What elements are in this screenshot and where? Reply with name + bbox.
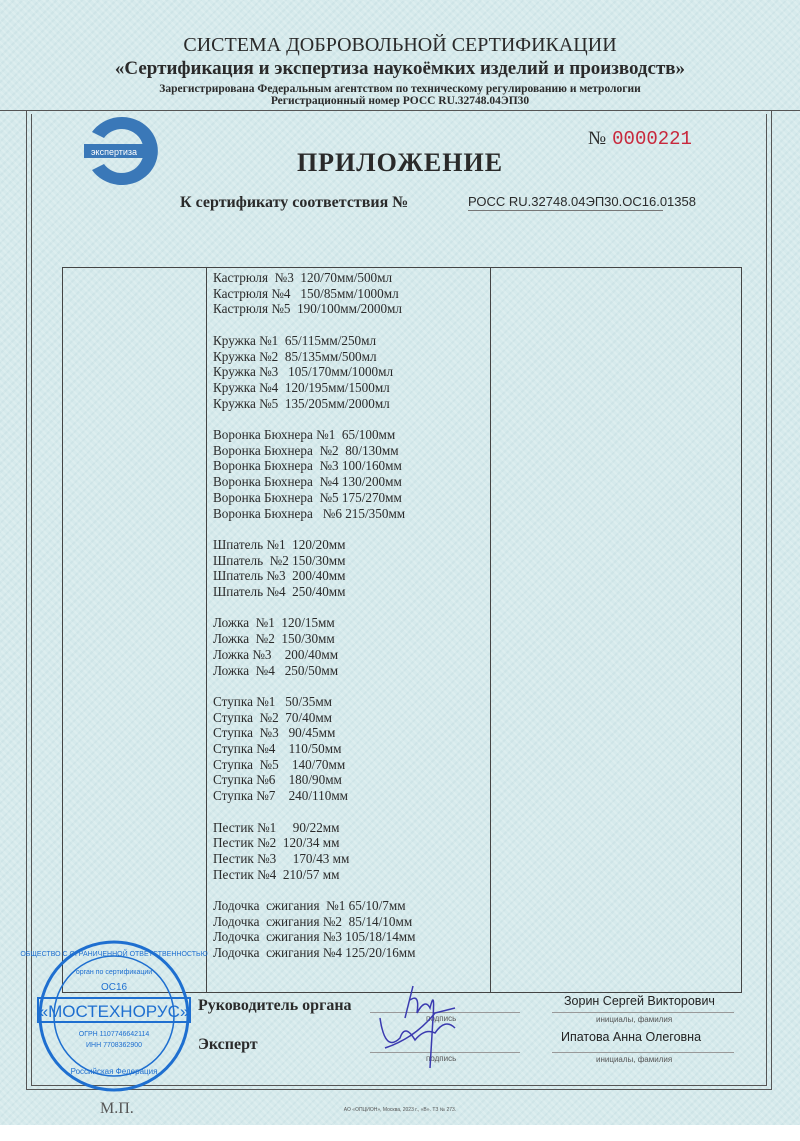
- list-item: Кастрюля №5 190/100мм/2000мл: [213, 301, 402, 317]
- page-title: ПРИЛОЖЕНИЕ: [296, 148, 504, 177]
- list-item: Воронка Бюхнера №1 65/100мм: [213, 427, 396, 442]
- head-label: Руководитель органа: [198, 997, 352, 1014]
- list-item: Кружка №3 105/170мм/1000мл: [213, 364, 394, 380]
- svg-text:«МОСТЕХНОРУС»: «МОСТЕХНОРУС»: [38, 1002, 190, 1021]
- head-name-line: [552, 1012, 734, 1013]
- certificate-label: К сертификату соответствия №: [180, 194, 409, 211]
- list-item: Шпатель №2 150/30мм: [213, 552, 346, 568]
- certificate-number: РОСС RU.32748.04ЭП30.ОС16.01358: [468, 194, 696, 209]
- group-spacer: [213, 882, 416, 898]
- list-item: Кружка №5 135/205мм/2000мл: [213, 395, 390, 411]
- svg-text:экспертиза: экспертиза: [90, 147, 138, 157]
- list-item: Кружка №2 85/135мм/500мл: [213, 348, 377, 364]
- list-item: Лодочка сжигания №3 105/18/14мм: [213, 929, 416, 945]
- header-registration: [0, 83, 800, 107]
- group-spacer: [213, 804, 416, 820]
- registration-agency: Зарегистрирована Федеральным агентством по техническому регулированию и метрологии: [159, 83, 641, 95]
- number-sign: №: [588, 128, 607, 149]
- list-item: Ложка №1 120/15мм: [213, 615, 335, 631]
- svg-text:Российская Федерация: Российская Федерация: [70, 1067, 158, 1076]
- list-item: Воронка Бюхнера №5 175/270мм: [213, 489, 402, 505]
- registration-number: Регистрационный номер РОСС RU.32748.04ЭП30: [270, 95, 530, 107]
- signature-caption: подпись: [426, 1054, 457, 1063]
- list-item: Пестик №2 120/34 мм: [213, 835, 340, 851]
- items-list: [213, 270, 416, 961]
- list-item: Пестик №1 90/22мм: [213, 819, 340, 835]
- list-item: Лодочка сжигания №4 125/20/16мм: [213, 945, 416, 961]
- header-system: СИСТЕМА ДОБРОВОЛЬНОЙ СЕРТИФИКАЦИИ: [183, 34, 617, 56]
- expert-name-line: [552, 1052, 734, 1053]
- list-item: Кастрюля №4 150/85мм/1000мл: [213, 285, 399, 301]
- list-item: Ложка №3 200/40мм: [213, 646, 339, 662]
- list-item: Лодочка сжигания №2 85/14/10мм: [213, 913, 413, 929]
- group-spacer: [213, 678, 416, 694]
- svg-text:орган по сертификации: орган по сертификации: [75, 969, 153, 976]
- list-item: Ступка №7 240/110мм: [213, 788, 349, 804]
- list-item: Ступка №3 90/45мм: [213, 725, 336, 741]
- expert-name: Ипатова Анна Олеговна: [561, 1030, 702, 1044]
- name-caption: инициалы, фамилия: [596, 1015, 673, 1024]
- list-item: Пестик №3 170/43 мм: [213, 850, 350, 866]
- list-item: Пестик №4 210/57 мм: [213, 866, 340, 882]
- list-item: Воронка Бюхнера №4 130/200мм: [213, 474, 402, 490]
- stamp-place: М.П.: [100, 1100, 134, 1117]
- group-spacer: [213, 411, 416, 427]
- table-column-divider: [490, 268, 491, 992]
- form-number: [588, 128, 692, 150]
- svg-text:ОГРН 1107746642114: ОГРН 1107746642114: [78, 1031, 150, 1038]
- list-item: Ступка №2 70/40мм: [213, 709, 333, 725]
- organization-stamp: [20, 936, 208, 1096]
- name-caption: инициалы, фамилия: [596, 1055, 673, 1064]
- list-item: Кружка №1 65/115мм/250мл: [213, 332, 377, 348]
- svg-text:ОБЩЕСТВО С ОГРАНИЧЕННОЙ ОТВЕТС: ОБЩЕСТВО С ОГРАНИЧЕННОЙ ОТВЕТСТВЕННОСТЬЮ: [20, 951, 208, 958]
- svg-text:ИНН 7708362900: ИНН 7708362900: [85, 1042, 143, 1049]
- group-spacer: [213, 317, 416, 333]
- svg-text:ОС16: ОС16: [100, 982, 128, 993]
- list-item: Ступка №4 110/50мм: [213, 741, 342, 757]
- printer-footer: АО «ОПЦИОН», Москва, 2023 г., «В». ТЗ № 273.: [343, 1107, 457, 1113]
- list-item: Шпатель №1 120/20мм: [213, 536, 346, 552]
- signature-caption: подпись: [426, 1014, 457, 1023]
- list-item: Ложка №4 250/50мм: [213, 662, 339, 678]
- list-item: Ступка №5 140/70мм: [213, 756, 346, 772]
- list-item: Шпатель №4 250/40мм: [213, 584, 346, 600]
- list-item: Кружка №4 120/195мм/1500мл: [213, 379, 390, 395]
- list-item: Воронка Бюхнера №3 100/160мм: [213, 458, 402, 474]
- list-item: Воронка Бюхнера №2 80/130мм: [213, 442, 399, 458]
- list-item: Шпатель №3 200/40мм: [213, 568, 346, 584]
- group-spacer: [213, 600, 416, 616]
- group-spacer: [213, 521, 416, 537]
- expert-label: Эксперт: [198, 1036, 258, 1053]
- list-item: Лодочка сжигания №1 65/10/7мм: [213, 898, 406, 914]
- list-item: Ступка №1 50/35мм: [213, 693, 333, 709]
- list-item: Воронка Бюхнера №6 215/350мм: [213, 505, 406, 521]
- signatures-handwritten: [375, 978, 475, 1078]
- list-item: Ложка №2 150/30мм: [213, 631, 335, 647]
- table-column-divider: [206, 268, 207, 992]
- list-item: Ступка №6 180/90мм: [213, 772, 342, 788]
- header-system-name: «Сертификация и экспертиза наукоёмких изделий и производств»: [114, 58, 686, 79]
- list-item: Кастрюля №3 120/70мм/500мл: [213, 270, 393, 285]
- form-number-value: 0000221: [612, 128, 692, 150]
- head-name: Зорин Сергей Викторович: [564, 994, 715, 1008]
